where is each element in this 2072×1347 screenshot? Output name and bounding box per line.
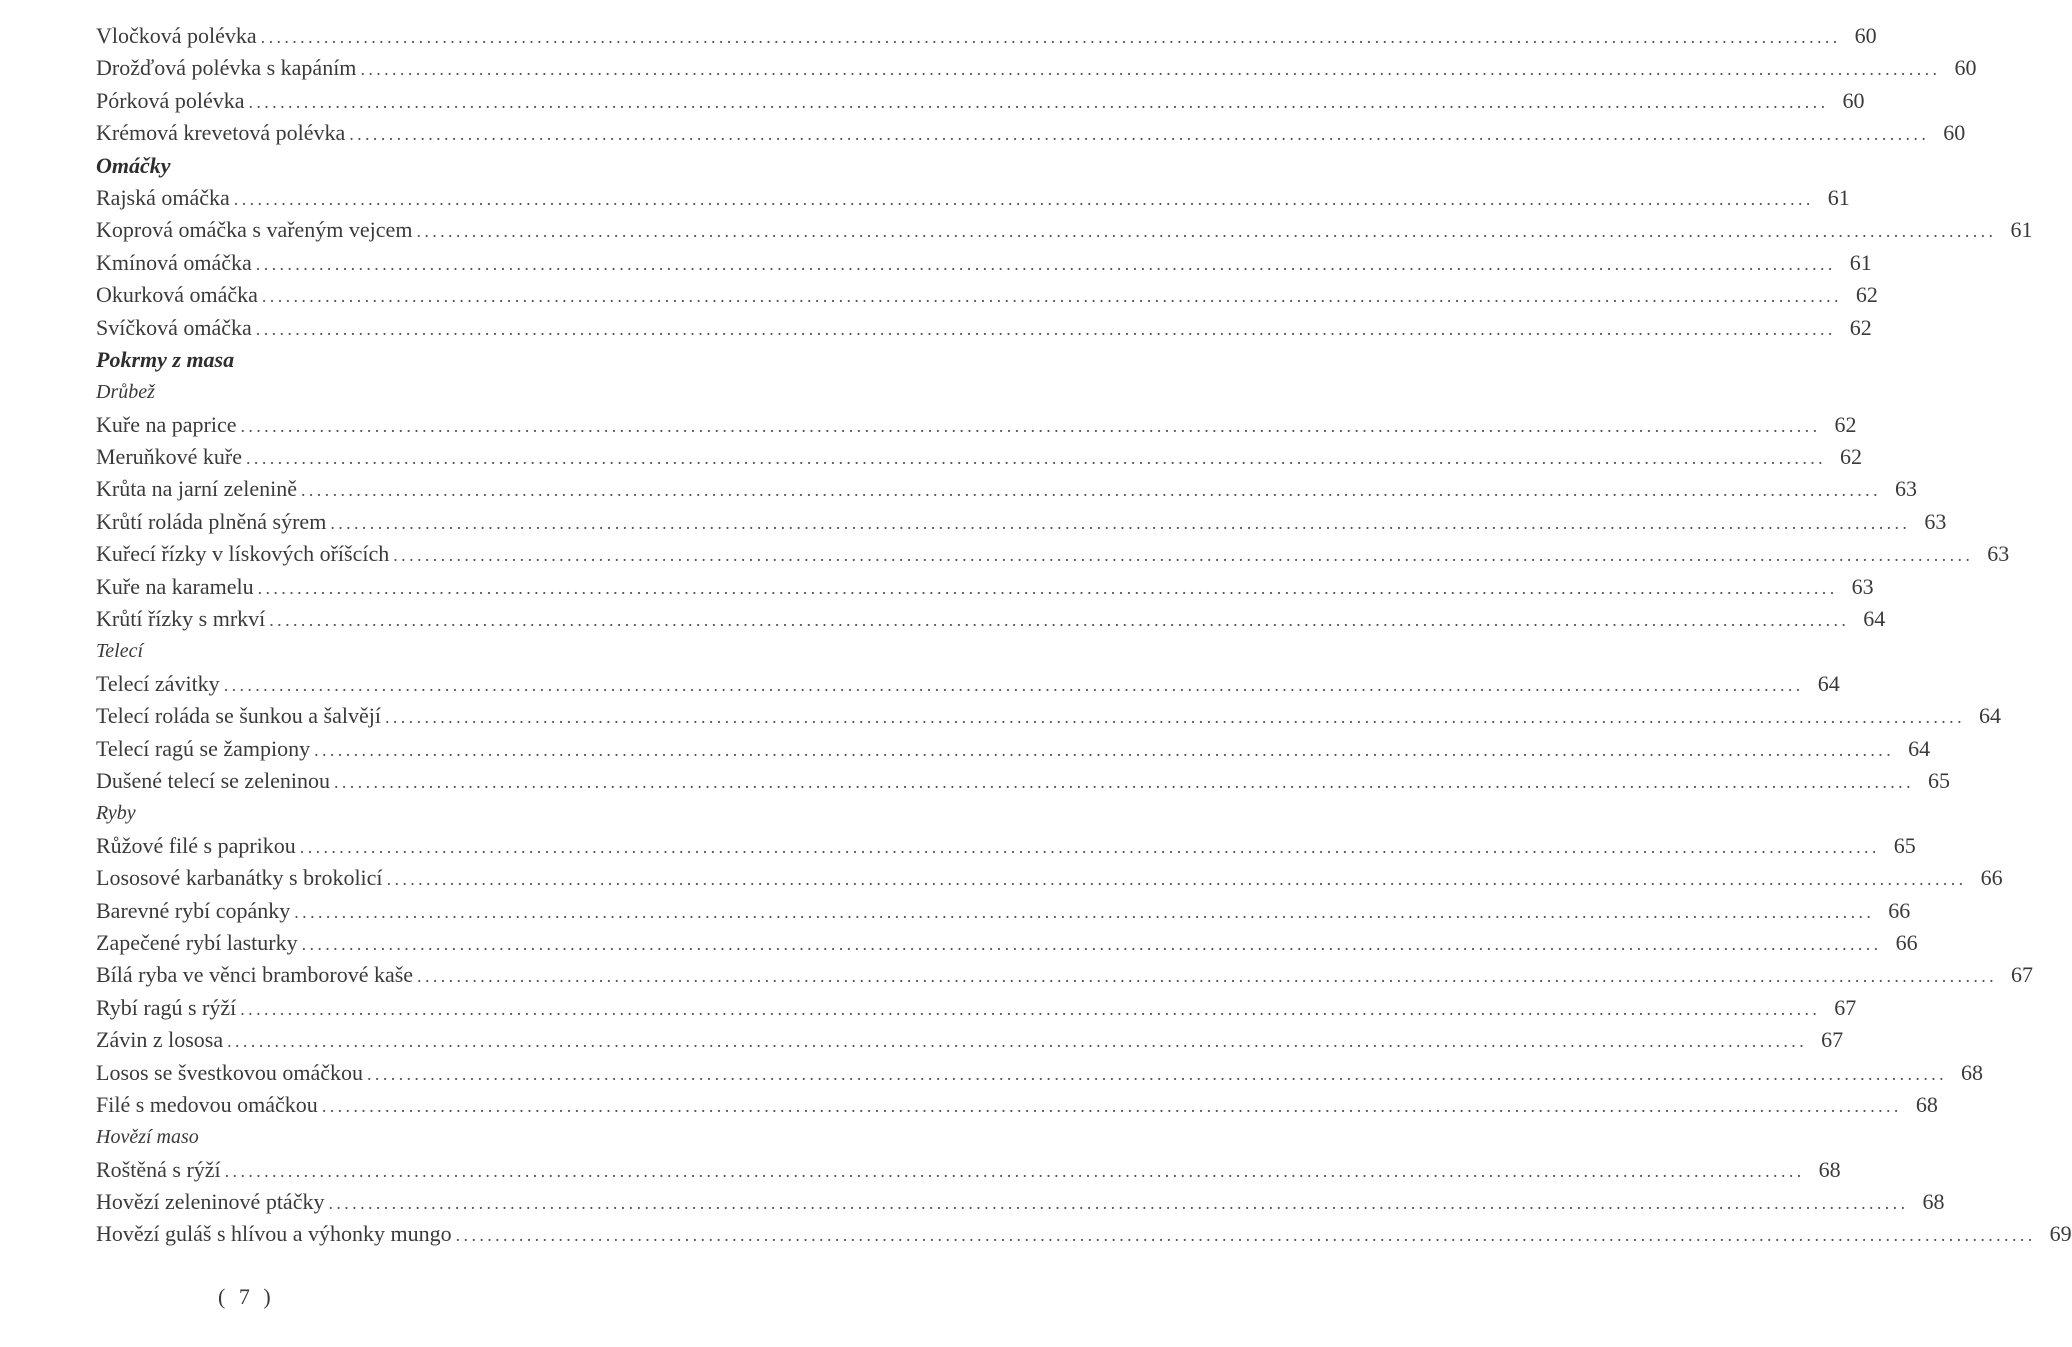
toc-entry-page: 60 bbox=[1842, 87, 1865, 113]
dot-leader: ........................................................................................................................................................................................................ bbox=[455, 1225, 2036, 1246]
toc-entry-title: Drožďová polévka s kapáním bbox=[96, 55, 357, 81]
toc-entry-title: Růžové filé s paprikou bbox=[96, 832, 296, 858]
toc-entry-page: 67 bbox=[2011, 962, 2034, 988]
dot-leader: ........................................................................................................................................................................................................ bbox=[393, 545, 1974, 566]
toc-entry bbox=[96, 1089, 1938, 1121]
toc-entry bbox=[96, 895, 1911, 927]
toc-entry-title: Dušené telecí se zeleninou bbox=[96, 767, 330, 793]
toc-entry-page: 66 bbox=[1895, 929, 1918, 955]
toc-entry-title: Kuřecí řízky v lískových oříšcích bbox=[96, 541, 390, 567]
toc-entry-page: 64 bbox=[1978, 703, 2001, 729]
toc-entry-page: 67 bbox=[1821, 1027, 1844, 1053]
toc-entry bbox=[96, 1218, 2072, 1250]
toc-subsection-heading: Telecí bbox=[96, 640, 144, 663]
toc-entry bbox=[96, 992, 1857, 1024]
toc-entry-page: 68 bbox=[1961, 1059, 1984, 1085]
toc-entry-title: Lososové karbanátky s brokolicí bbox=[96, 865, 383, 891]
dot-leader: ........................................................................................................................................................................................................ bbox=[386, 869, 1967, 890]
toc-entry-page: 64 bbox=[1817, 670, 1840, 696]
toc-section-heading: Pokrmy z masa bbox=[96, 346, 235, 372]
toc-entry-title: Okurková omáčka bbox=[96, 282, 258, 308]
toc-entry bbox=[96, 1186, 1945, 1218]
toc-entry-title: Kuře na karamelu bbox=[96, 573, 254, 599]
dot-leader: ........................................................................................................................................................................................................ bbox=[223, 674, 1804, 695]
dot-leader: ........................................................................................................................................................................................................ bbox=[248, 91, 1829, 112]
toc-entry-title: Roštěná s rýží bbox=[96, 1156, 221, 1182]
toc-entry-page: 66 bbox=[1980, 865, 2003, 891]
toc-entry bbox=[96, 1154, 1841, 1186]
toc-entry bbox=[96, 733, 1931, 765]
dot-leader: ........................................................................................................................................................................................................ bbox=[314, 739, 1895, 760]
toc-entry bbox=[96, 441, 1863, 473]
dot-leader: ........................................................................................................................................................................................................ bbox=[255, 253, 1836, 274]
toc-entry-page: 65 bbox=[1927, 767, 1950, 793]
toc-entry-page: 60 bbox=[1943, 120, 1966, 146]
toc-subsection-heading: Drůbež bbox=[96, 381, 155, 404]
toc-entry bbox=[96, 1057, 1984, 1089]
dot-leader: ........................................................................................................................................................................................................ bbox=[224, 1160, 1805, 1181]
page-number: ( 7 ) bbox=[218, 1284, 275, 1309]
toc-entry-page: 63 bbox=[1987, 541, 2010, 567]
toc-entry-page: 64 bbox=[1863, 606, 1886, 632]
toc-entry-title: Meruňkové kuře bbox=[96, 444, 243, 470]
toc-entry bbox=[96, 959, 2034, 991]
dot-leader: ........................................................................................................................................................................................................ bbox=[417, 966, 1998, 987]
toc-entry-title: Krémová krevetová polévka bbox=[96, 120, 346, 146]
dot-leader: ........................................................................................................................................................................................................ bbox=[257, 577, 1838, 598]
dot-leader: ........................................................................................................................................................................................................ bbox=[255, 318, 1836, 339]
toc-entry-title: Bílá ryba ve věnci bramborové kaše bbox=[96, 962, 414, 988]
toc-entry bbox=[96, 247, 1872, 279]
toc-entry-title: Kuře na paprice bbox=[96, 411, 237, 437]
toc-entry bbox=[96, 473, 1917, 505]
toc-entry-page: 69 bbox=[2049, 1221, 2072, 1247]
toc-entry bbox=[96, 85, 1865, 117]
toc-entry-page: 62 bbox=[1834, 411, 1857, 437]
toc-subsection-heading: Hovězí maso bbox=[96, 1126, 199, 1149]
toc-entry-title: Vločková polévka bbox=[96, 23, 257, 48]
toc-entry-page: 67 bbox=[1834, 994, 1857, 1020]
toc-entry-title: Závin z lososa bbox=[96, 1027, 224, 1053]
toc-entry-title: Koprová omáčka s vařeným vejcem bbox=[96, 217, 413, 243]
toc-entry bbox=[96, 862, 2003, 894]
toc-entry bbox=[96, 603, 1886, 635]
toc-entry-page: 60 bbox=[1854, 23, 1877, 48]
toc-entry bbox=[96, 506, 1947, 538]
toc-entry-page: 61 bbox=[1827, 184, 1850, 210]
toc-entry bbox=[96, 538, 2010, 570]
toc-entry-title: Svíčková omáčka bbox=[96, 314, 252, 340]
dot-leader: ........................................................................................................................................................................................................ bbox=[416, 221, 1997, 242]
toc-entry-title: Krůtí roláda plněná sýrem bbox=[96, 508, 327, 534]
dot-leader: ........................................................................................................................................................................................................ bbox=[328, 1193, 1909, 1214]
dot-leader: ........................................................................................................................................................................................................ bbox=[240, 998, 1821, 1019]
toc-entry-title: Pórková polévka bbox=[96, 87, 245, 113]
dot-leader: ........................................................................................................................................................................................................ bbox=[321, 1095, 1902, 1116]
toc-entry bbox=[96, 214, 2033, 246]
toc-entry-page: 68 bbox=[1922, 1189, 1945, 1215]
dot-leader: ........................................................................................................................................................................................................ bbox=[300, 480, 1881, 501]
toc-entry-page: 61 bbox=[2010, 217, 2033, 243]
toc-entry-page: 63 bbox=[1894, 476, 1917, 502]
toc-entry bbox=[96, 20, 1877, 52]
toc-entry-title: Krůta na jarní zelenině bbox=[96, 476, 297, 502]
table-of-contents bbox=[96, 20, 2072, 1251]
dot-leader: ........................................................................................................................................................................................................ bbox=[269, 610, 1850, 631]
toc-entry bbox=[96, 668, 1840, 700]
toc-entry-title: Rajská omáčka bbox=[96, 184, 230, 210]
toc-entry-page: 68 bbox=[1818, 1156, 1841, 1182]
toc-entry bbox=[96, 279, 1878, 311]
toc-entry-page: 68 bbox=[1915, 1091, 1938, 1117]
toc-entry-page: 66 bbox=[1888, 897, 1911, 923]
toc-entry-title: Losos se švestkovou omáčkou bbox=[96, 1059, 364, 1085]
toc-entry-page: 65 bbox=[1893, 832, 1916, 858]
toc-entry-page: 63 bbox=[1924, 508, 1947, 534]
toc-entry bbox=[96, 1024, 1844, 1056]
toc-entry bbox=[96, 52, 1977, 84]
dot-leader: ........................................................................................................................................................................................................ bbox=[360, 59, 1941, 80]
toc-section-heading: Omáčky bbox=[96, 152, 171, 178]
toc-entry-title: Barevné rybí copánky bbox=[96, 897, 291, 923]
dot-leader: ........................................................................................................................................................................................................ bbox=[294, 901, 1875, 922]
toc-subsection-heading: Ryby bbox=[96, 802, 136, 825]
toc-entry bbox=[96, 830, 1916, 862]
dot-leader: ........................................................................................................................................................................................................ bbox=[333, 771, 1914, 792]
toc-entry bbox=[96, 765, 1950, 797]
toc-entry-page: 62 bbox=[1855, 282, 1878, 308]
toc-entry-page: 60 bbox=[1954, 55, 1977, 81]
dot-leader: ........................................................................................................................................................................................................ bbox=[367, 1063, 1948, 1084]
toc-entry bbox=[96, 927, 1918, 959]
toc-entry-title: Filé s medovou omáčkou bbox=[96, 1091, 318, 1117]
toc-entry-title: Kmínová omáčka bbox=[96, 249, 252, 275]
dot-leader: ........................................................................................................................................................................................................ bbox=[384, 707, 1965, 728]
toc-entry-title: Krůtí řízky s mrkví bbox=[96, 606, 266, 632]
toc-entry-title: Telecí závitky bbox=[96, 670, 220, 696]
toc-entry bbox=[96, 700, 2001, 732]
toc-entry-page: 62 bbox=[1840, 444, 1863, 470]
toc-entry bbox=[96, 312, 1872, 344]
dot-leader: ........................................................................................................................................................................................................ bbox=[227, 1031, 1808, 1052]
toc-entry-page: 63 bbox=[1851, 573, 1874, 599]
toc-entry-title: Telecí ragú se žampiony bbox=[96, 735, 311, 761]
toc-entry bbox=[96, 117, 1966, 149]
toc-entry-page: 64 bbox=[1908, 735, 1931, 761]
dot-leader: ........................................................................................................................................................................................................ bbox=[261, 286, 1842, 307]
dot-leader: ........................................................................................................................................................................................................ bbox=[233, 188, 1814, 209]
toc-entry-page: 61 bbox=[1849, 249, 1872, 275]
toc-entry bbox=[96, 182, 1850, 214]
dot-leader: ........................................................................................................................................................................................................ bbox=[330, 512, 1911, 533]
dot-leader: ........................................................................................................................................................................................................ bbox=[301, 933, 1882, 954]
dot-leader: ........................................................................................................................................................................................................ bbox=[349, 124, 1930, 145]
toc-entry-title: Hovězí guláš s hlívou a výhonky mungo bbox=[96, 1221, 452, 1247]
toc-entry-title: Zapečené rybí lasturky bbox=[96, 929, 298, 955]
dot-leader: ........................................................................................................................................................................................................ bbox=[240, 415, 1821, 436]
toc-entry-title: Rybí ragú s rýží bbox=[96, 994, 237, 1020]
toc-entry bbox=[96, 571, 1874, 603]
toc-entry-title: Telecí roláda se šunkou a šalvějí bbox=[96, 703, 381, 729]
toc-entry bbox=[96, 409, 1857, 441]
toc-entry-page: 62 bbox=[1849, 314, 1872, 340]
dot-leader: ........................................................................................................................................................................................................ bbox=[246, 448, 1827, 469]
toc-entry-title: Hovězí zeleninové ptáčky bbox=[96, 1189, 325, 1215]
dot-leader: ........................................................................................................................................................................................................ bbox=[260, 27, 1841, 47]
dot-leader: ........................................................................................................................................................................................................ bbox=[299, 836, 1880, 857]
